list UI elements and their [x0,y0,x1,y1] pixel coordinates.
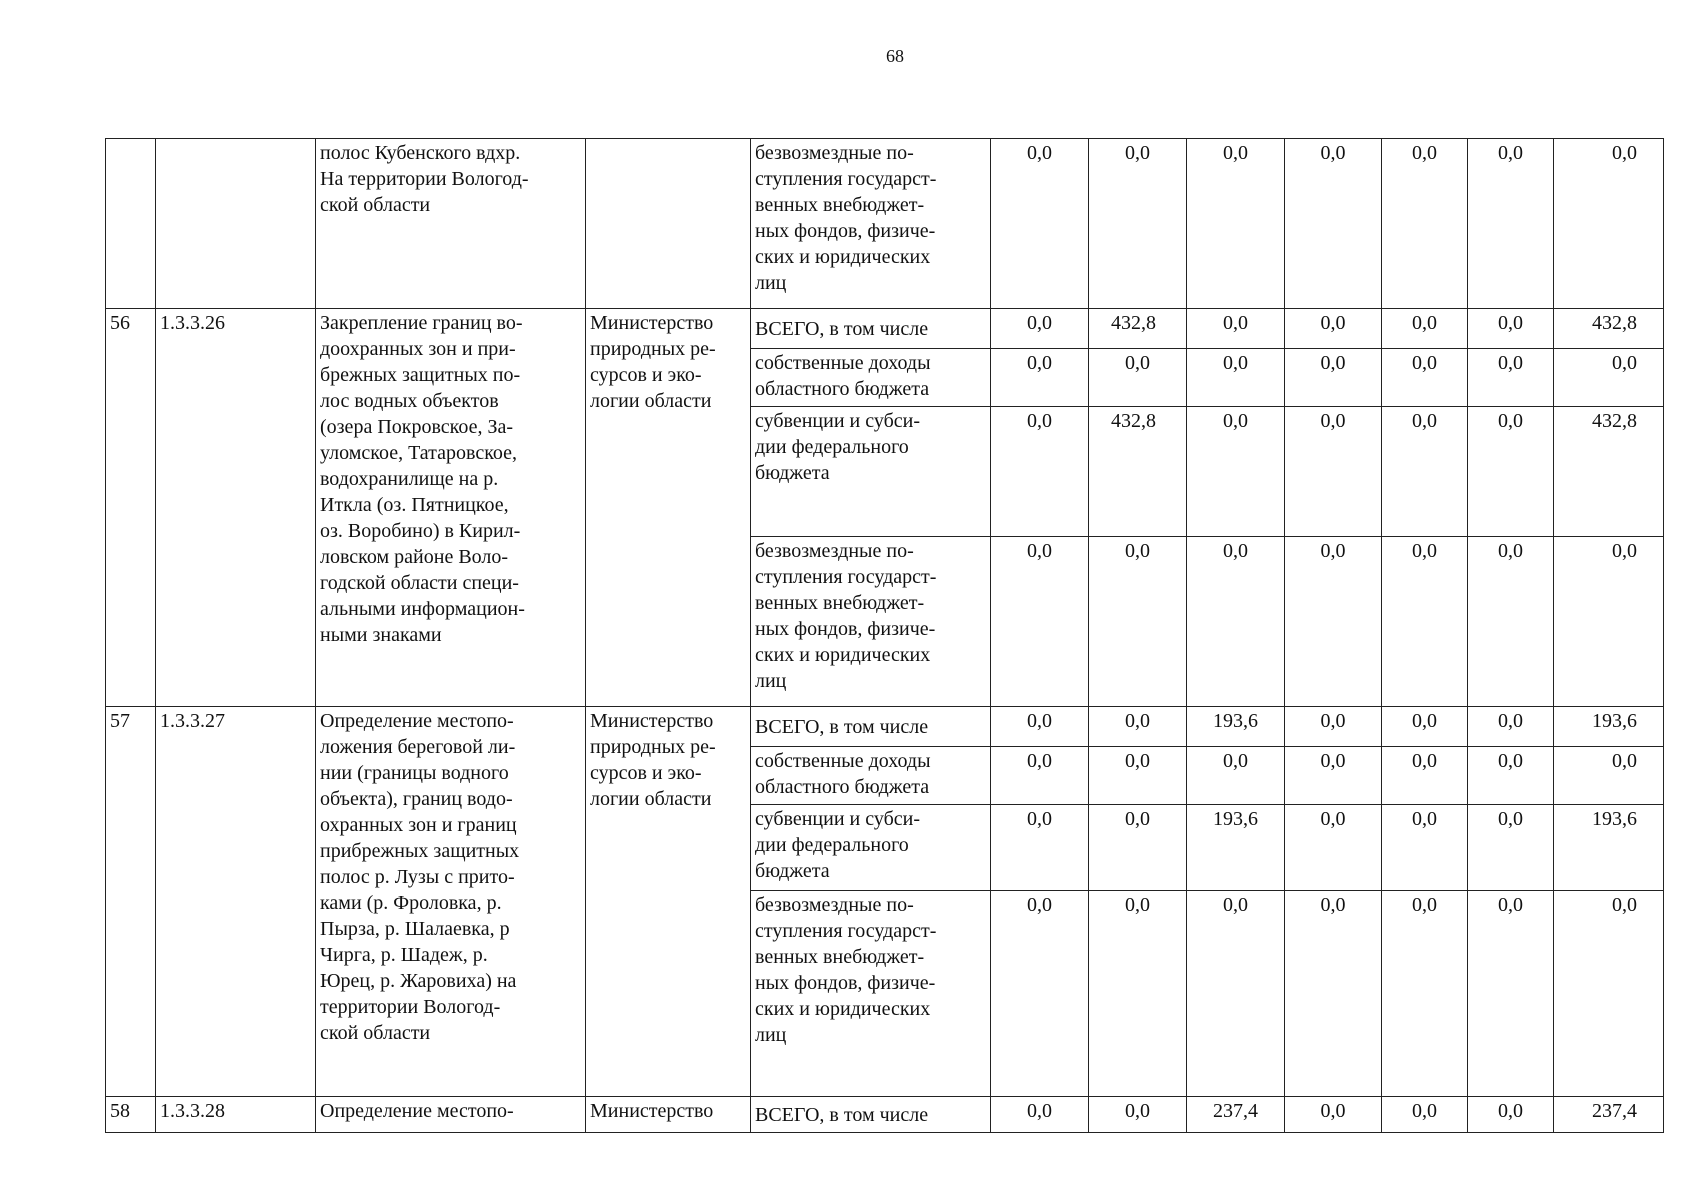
amount-cell: 432,8 [1089,309,1187,349]
table-row [106,139,1664,309]
amount-cell: 0,0 [1187,537,1285,707]
executor-cell: Министерство природных ре- сурсов и эко- логии области [586,707,751,1097]
amount-cell: 0,0 [1468,309,1554,349]
amount-cell: 0,0 [1468,747,1554,805]
table-row [106,707,1664,747]
amount-cell: 193,6 [1187,805,1285,891]
amount-cell: 0,0 [1187,747,1285,805]
amount-cell: 0,0 [1382,309,1468,349]
amount-cell: 0,0 [991,407,1089,537]
table-row [106,309,1664,349]
table-row [106,1097,1664,1133]
amount-cell: 432,8 [1554,309,1664,349]
amount-cell: 0,0 [1554,537,1664,707]
amount-cell: 0,0 [1468,349,1554,407]
amount-cell: 0,0 [991,1097,1089,1133]
amount-cell: 0,0 [1187,891,1285,1097]
amount-cell: 0,0 [991,805,1089,891]
amount-cell: 0,0 [1285,1097,1382,1133]
amount-cell: 0,0 [1187,349,1285,407]
funding-source-cell: безвозмездные по- ступления государст- венных внебюджет- ных фондов, физиче- ских и юридических лиц [751,891,991,1097]
amount-cell: 432,8 [1089,407,1187,537]
measure-description-cell: Определение местопо- [316,1097,586,1133]
funding-source-cell: собственные доходы областного бюджета [751,349,991,407]
amount-cell: 0,0 [1285,747,1382,805]
funding-source-cell: ВСЕГО, в том числе [751,707,991,747]
amount-cell: 0,0 [1285,407,1382,537]
code-cell: 1.3.3.28 [156,1097,316,1133]
row-number-cell: 56 [106,309,156,707]
amount-cell: 193,6 [1187,707,1285,747]
funding-source-cell: безвозмездные по- ступления государст- венных внебюджет- ных фондов, физиче- ских и юридических лиц [751,537,991,707]
amount-cell: 0,0 [1382,537,1468,707]
measure-description-cell: Закрепление границ во- доохранных зон и при- брежных защитных по- лос водных объектов (озера Покровское, За- уломское, Татаровское, водохранилище на р. Иткла (оз. Пятницкое, оз. Воробино) в Кирил- ловском районе Воло- годской области специ- альными информацион- ными знаками [316,309,586,707]
amount-cell: 0,0 [1089,805,1187,891]
amount-cell: 0,0 [1285,309,1382,349]
amount-cell: 0,0 [1382,349,1468,407]
code-cell: 1.3.3.26 [156,309,316,707]
amount-cell: 0,0 [1285,537,1382,707]
amount-cell: 0,0 [1382,805,1468,891]
funding-source-cell: субвенции и субси- дии федерального бюджета [751,407,991,537]
funding-source-cell: ВСЕГО, в том числе [751,309,991,349]
measure-description-cell: Определение местопо- ложения береговой ли- нии (границы водного объекта), границ водо- охранных зон и границ прибрежных защитных полос р. Лузы с прито- ками (р. Фроловка, р. Пырза, р. Шалаевка, р Чирга, р. Шадеж, р. Юрец, р. Жаровиха) на территории Вологод- ской области [316,707,586,1097]
amount-cell: 0,0 [1554,139,1664,309]
amount-cell: 0,0 [991,537,1089,707]
amount-cell: 0,0 [1468,537,1554,707]
row-number-cell: 57 [106,707,156,1097]
amount-cell: 0,0 [1089,891,1187,1097]
page-number: 68 [886,46,904,66]
amount-cell: 0,0 [1382,407,1468,537]
amount-cell: 432,8 [1554,407,1664,537]
amount-cell: 0,0 [1468,1097,1554,1133]
amount-cell: 0,0 [1554,747,1664,805]
amount-cell: 0,0 [1187,139,1285,309]
executor-cell [586,139,751,309]
amount-cell: 0,0 [1468,139,1554,309]
measure-description-cell: полос Кубенского вдхр. На территории Вологод- ской области [316,139,586,309]
financing-table [105,138,1664,1133]
amount-cell: 0,0 [991,139,1089,309]
amount-cell: 0,0 [1468,805,1554,891]
table-body [106,139,1664,1133]
amount-cell: 0,0 [991,707,1089,747]
funding-source-cell: безвозмездные по- ступления государст- венных внебюджет- ных фондов, физиче- ских и юридических лиц [751,139,991,309]
amount-cell: 237,4 [1554,1097,1664,1133]
amount-cell: 193,6 [1554,805,1664,891]
funding-source-cell: собственные доходы областного бюджета [751,747,991,805]
amount-cell: 0,0 [991,747,1089,805]
code-cell [156,139,316,309]
executor-cell: Министерство [586,1097,751,1133]
amount-cell: 0,0 [1187,309,1285,349]
amount-cell: 0,0 [1285,707,1382,747]
amount-cell: 0,0 [1187,407,1285,537]
amount-cell: 0,0 [1468,407,1554,537]
amount-cell: 0,0 [1089,707,1187,747]
executor-cell: Министерство природных ре- сурсов и эко- логии области [586,309,751,707]
amount-cell: 0,0 [1285,891,1382,1097]
amount-cell: 0,0 [991,349,1089,407]
amount-cell: 0,0 [1089,349,1187,407]
amount-cell: 0,0 [1089,537,1187,707]
amount-cell: 0,0 [1382,139,1468,309]
row-number-cell [106,139,156,309]
amount-cell: 0,0 [1089,747,1187,805]
amount-cell: 0,0 [1285,139,1382,309]
amount-cell: 0,0 [1382,747,1468,805]
amount-cell: 193,6 [1554,707,1664,747]
amount-cell: 0,0 [1089,139,1187,309]
amount-cell: 237,4 [1187,1097,1285,1133]
amount-cell: 0,0 [1089,1097,1187,1133]
row-number-cell: 58 [106,1097,156,1133]
amount-cell: 0,0 [1382,891,1468,1097]
amount-cell: 0,0 [1285,349,1382,407]
funding-source-cell: субвенции и субси- дии федерального бюджета [751,805,991,891]
amount-cell: 0,0 [1382,1097,1468,1133]
amount-cell: 0,0 [1554,891,1664,1097]
amount-cell: 0,0 [1468,707,1554,747]
amount-cell: 0,0 [1468,891,1554,1097]
funding-source-cell: ВСЕГО, в том числе [751,1097,991,1133]
amount-cell: 0,0 [1382,707,1468,747]
amount-cell: 0,0 [1554,349,1664,407]
amount-cell: 0,0 [1285,805,1382,891]
amount-cell: 0,0 [991,891,1089,1097]
amount-cell: 0,0 [991,309,1089,349]
code-cell: 1.3.3.27 [156,707,316,1097]
